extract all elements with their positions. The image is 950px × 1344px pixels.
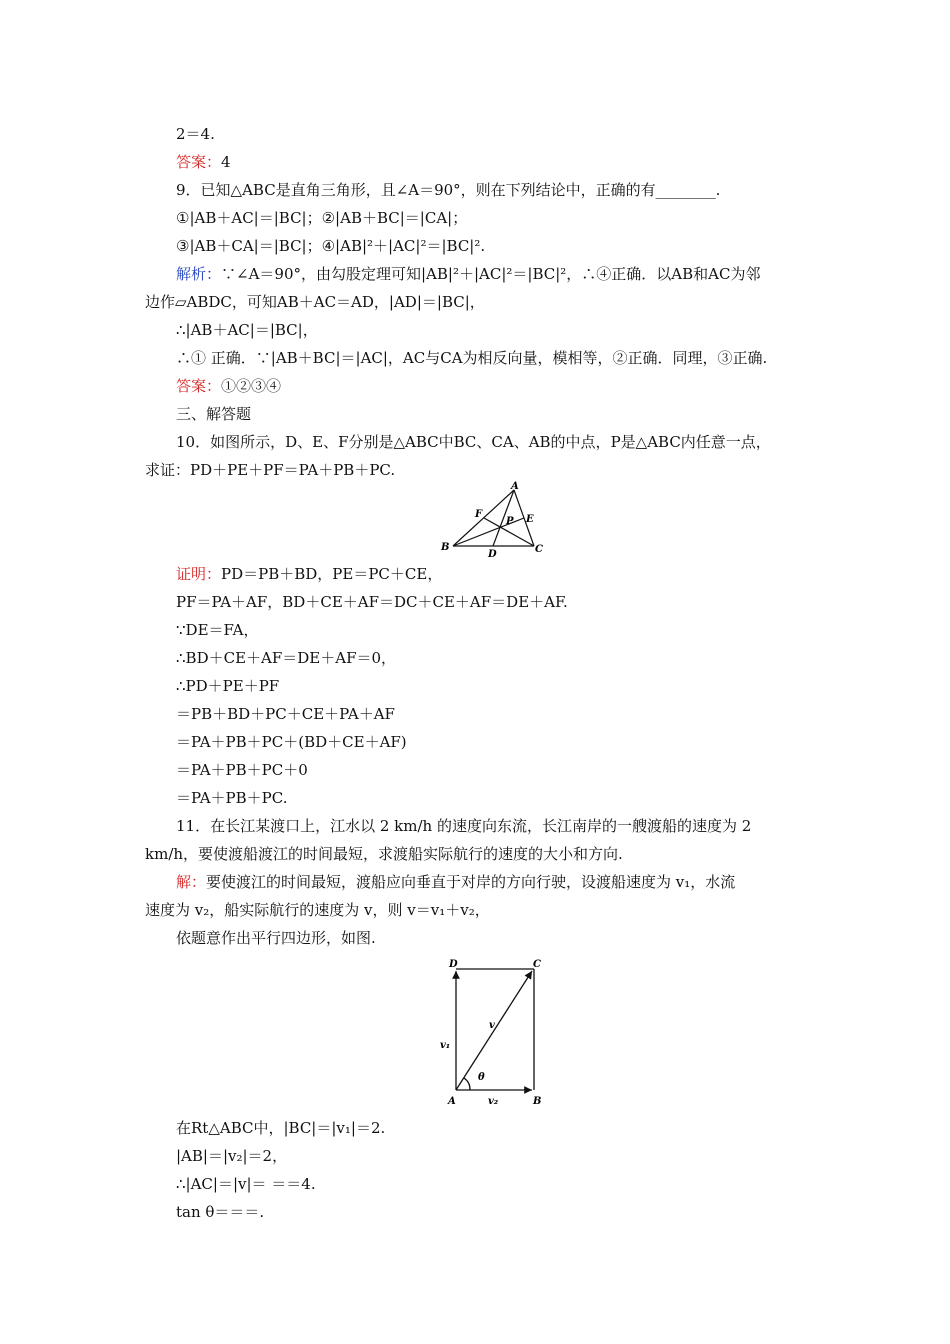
proof-line [176, 564, 442, 584]
answer-text: 4 [221, 153, 231, 171]
label-A: A [448, 1096, 456, 1107]
label-E: E [526, 514, 534, 525]
text-line: 依题意作出平行四边形，如图. [176, 929, 376, 947]
label-D: D [449, 959, 458, 970]
label-v1: v₁ [440, 1040, 451, 1051]
text-line: km/h，要使渡船渡江的时间最短，求渡船实际航行的速度的大小和方向. [145, 845, 623, 863]
text-line: PF＝PA＋AF，BD＋CE＋AF＝DC＋CE＋AF＝DE＋AF. [176, 593, 568, 611]
label-D: D [488, 549, 497, 560]
text-line: 2＝4. [176, 125, 215, 143]
analysis-line [176, 264, 760, 284]
triangle-figure [436, 480, 548, 560]
text-line: ∴BD＋CE＋AF＝DE＋AF＝0， [176, 649, 397, 667]
text-line: ＝PA＋PB＋PC＋(BD＋CE＋AF) [176, 733, 407, 751]
text-line: ∵DE＝FA， [176, 621, 259, 639]
label-B: B [441, 542, 450, 553]
label-C: C [535, 544, 543, 555]
text-line: ∴|AC|＝|v|＝ ＝＝4. [176, 1175, 316, 1193]
text-line: ∴PD＋PE＋PF [176, 677, 280, 695]
text-line: ③|AB＋CA|＝|BC|；④|AB|²＋|AC|²＝|BC|². [176, 237, 486, 255]
text-line: ＝PA＋PB＋PC＋0 [176, 761, 308, 779]
analysis-text: ∵∠A＝90°，由勾股定理可知|AB|²＋|AC|²＝|BC|²，∴④正确．以AB和AC为邻 [221, 265, 761, 283]
text-line: 速度为 v₂，船实际航行的速度为 v，则 v＝v₁＋v₂， [145, 901, 490, 919]
proof-label: 证明： [176, 565, 222, 583]
text-line: 在Rt△ABC中，|BC|＝|v₁|＝2. [176, 1119, 386, 1137]
text-line: tan θ＝＝＝. [176, 1203, 265, 1221]
text-line: 边作▱ABDC，可知AB＋AC＝AD，|AD|＝|BC|， [145, 293, 485, 311]
question-10: 10．如图所示，D、E、F分别是△ABC中BC、CA、AB的中点，P是△ABC内任意一点， [176, 433, 771, 451]
label-theta: θ [478, 1072, 485, 1083]
answer-line [176, 376, 281, 396]
label-C: C [533, 959, 541, 970]
solution-text: 要使渡江的时间最短，渡船应向垂直于对岸的方向行驶，设渡船速度为 v₁，水流 [206, 873, 736, 891]
answer-label: 答案： [176, 377, 222, 395]
text-line: ①|AB＋AC|＝|BC|；②|AB＋BC|＝|CA|； [176, 209, 468, 227]
answer-line [176, 152, 231, 172]
label-A: A [511, 481, 519, 492]
solution-line [176, 872, 735, 892]
proof-text: PD＝PB＋BD，PE＝PC＋CE， [221, 565, 443, 583]
solution-label: 解： [176, 873, 207, 891]
label-F: F [475, 509, 483, 520]
text-line: ∴|AB＋AC|＝|BC|， [176, 321, 318, 339]
label-P: P [506, 516, 514, 527]
label-v2: v₂ [488, 1096, 499, 1107]
section-heading: 三、解答题 [176, 405, 252, 423]
answer-label: 答案： [176, 153, 222, 171]
text-line: ＝PB＋BD＋PC＋CE＋PA＋AF [176, 705, 395, 723]
triangle-diagram [436, 480, 548, 560]
text-line: 求证：PD＋PE＋PF＝PA＋PB＋PC. [145, 461, 396, 479]
question-11: 11．在长江某渡口上，江水以 2 km/h 的速度向东流，长江南岸的一艘渡船的速度为 2 [176, 817, 752, 835]
text-line: ∴① 正确．∵|AB＋BC|＝|AC|，AC与CA为相反向量，模相等，②正确．同理，③正确. [176, 349, 768, 367]
analysis-label: 解析： [176, 265, 222, 283]
velocity-diagram [434, 952, 560, 1110]
label-v: v [489, 1020, 495, 1031]
text-line: |AB|＝|v₂|＝2， [176, 1147, 288, 1165]
answer-text: ①②③④ [221, 377, 282, 395]
velocity-figure [434, 952, 560, 1110]
question-9: 9．已知△ABC是直角三角形，且∠A＝90°，则在下列结论中，正确的有________. [176, 181, 721, 199]
label-B: B [533, 1096, 542, 1107]
text-line: ＝PA＋PB＋PC. [176, 789, 288, 807]
